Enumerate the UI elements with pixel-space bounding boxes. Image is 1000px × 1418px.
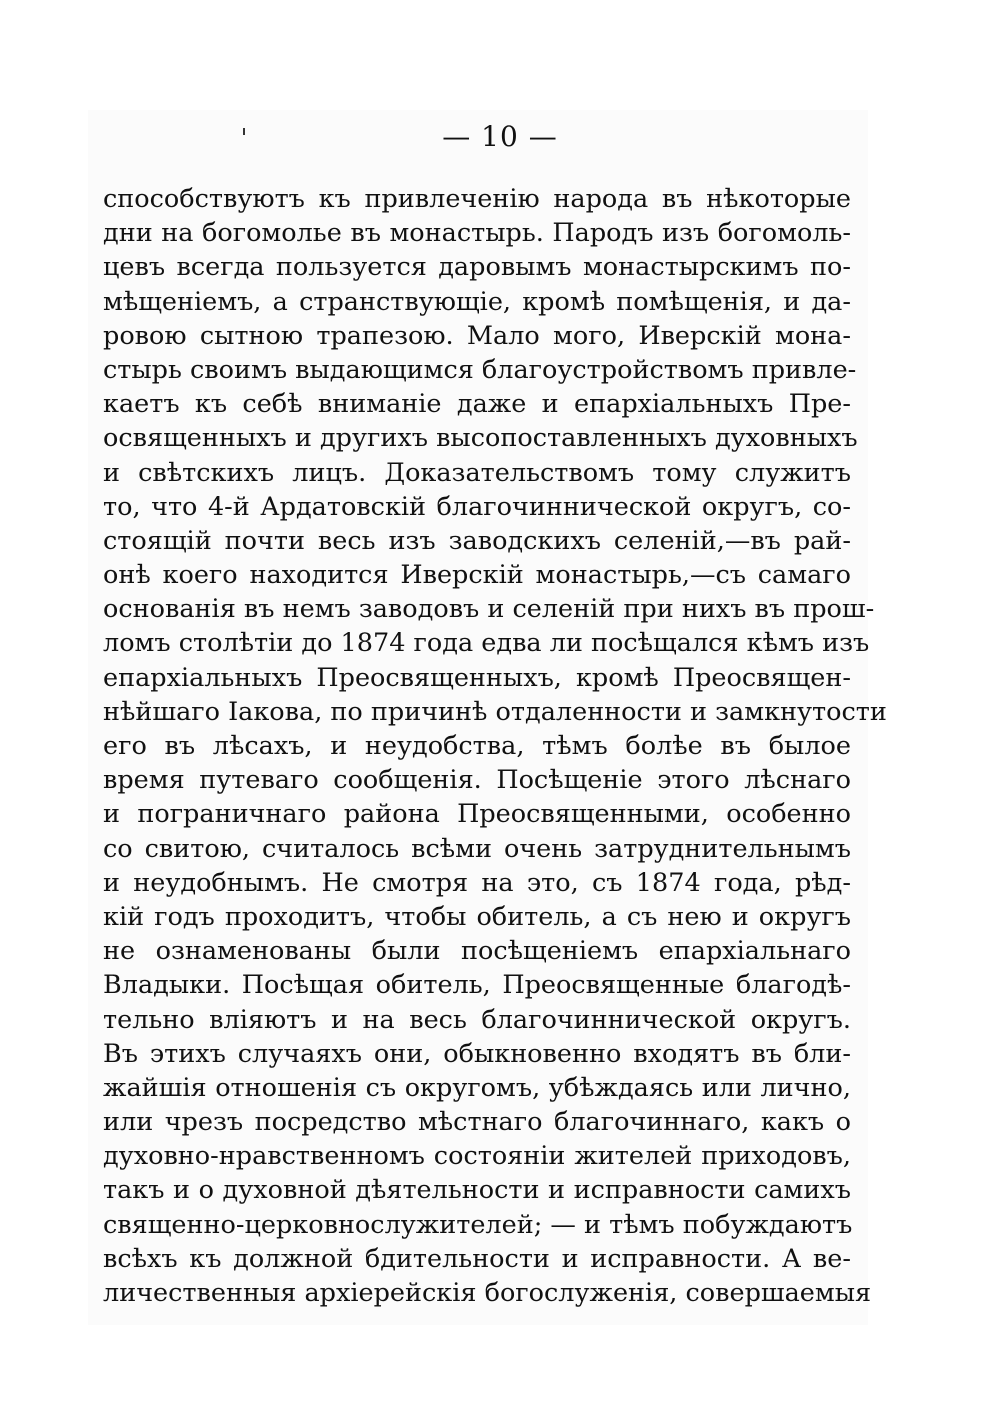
text-line: каетъ къ себѣ вниманіе даже и епархіальныхъ Пре- [103,389,851,420]
text-line: Въ этихъ случаяхъ они, обыкновенно входятъ въ бли- [103,1038,851,1069]
text-line: епархіальныхъ Преосвященныхъ, кромѣ Преосвящен- [103,662,851,693]
text-line: такъ и о духовной дѣятельности и исправности самихъ [103,1175,851,1206]
text-line: время путеваго сообщенія. Посѣщеніе этого лѣснаго [103,765,851,796]
text-line: нѣйшаго Іакова, по причинѣ отдаленности и замкнутости [103,696,887,727]
text-line: его въ лѣсахъ, и неудобства, тѣмъ болѣе въ былое [103,731,851,761]
text-line: не ознаменованы были посѣщеніемъ епархіальнаго [103,936,851,967]
text-line: кій годъ проходитъ, чтобы обитель, а съ нею и округъ [103,901,851,932]
text-line: то, что 4-й Ардатовскій благочиннической округъ, со- [103,491,851,522]
text-line: ломъ столѣтіи до 1874 года едва ли посѣщался кѣмъ изъ [103,628,870,659]
text-line: личественныя архіерейскія богослуженія, совершаемыя [103,1278,872,1308]
text-line: духовно-нравственномъ состояніи жителей приходовъ, [103,1141,851,1172]
text-line: или чрезъ посредство мѣстнаго благочиннаго, какъ о [103,1107,851,1138]
text-line: и неудобнымъ. Не смотря на это, съ 1874 года, рѣд- [103,867,851,898]
text-line: способствуютъ къ привлеченію народа въ нѣкоторые [103,184,851,214]
text-line: ровою сытною трапезою. Мало мого, Иверскій мона- [103,320,851,351]
text-line: и свѣтскихъ лицъ. Доказательствомъ тому служитъ [103,457,851,488]
text-line: дни на богомолье въ монастырь. Пародъ изъ богомоль- [103,218,851,249]
page-number: — 10 — [442,120,558,153]
text-line: онѣ коего находится Иверскій монастырь,—съ самаго [103,560,851,591]
text-line: освященныхъ и другихъ высопоставленныхъ духовныхъ [103,423,858,454]
text-line: священно-церковнослужителей; — и тѣмъ побуждаютъ [103,1209,853,1240]
text-line: Владыки. Посѣщая обитель, Преосвященные благодѣ- [103,970,851,1001]
text-line: тельно вліяютъ и на весь благочиннической округъ. [103,1004,851,1035]
text-line: и пограничнаго района Преосвященными, особенно [103,799,851,830]
text-line: жайшія отношенія съ округомъ, убѣждаясь или лично, [103,1072,851,1103]
body-text [103,182,887,1310]
text-line: стырь своимъ выдающимся благоустройствомъ привле- [103,354,857,385]
text-line: цевъ всегда пользуется даровымъ монастырскимъ по- [103,252,851,283]
text-line: стоящій почти весь изъ заводскихъ селеній,—въ рай- [103,525,851,556]
text-line: основанія въ немъ заводовъ и селеній при нихъ въ прош- [103,594,875,625]
text-line: со свитою, считалось всѣми очень затруднительнымъ [103,833,851,864]
text-line: всѣхъ къ должной бдительности и исправности. А ве- [103,1243,851,1274]
text-line: мѣщеніемъ, а странствующіе, кромѣ помѣщенія, и да- [103,286,851,317]
